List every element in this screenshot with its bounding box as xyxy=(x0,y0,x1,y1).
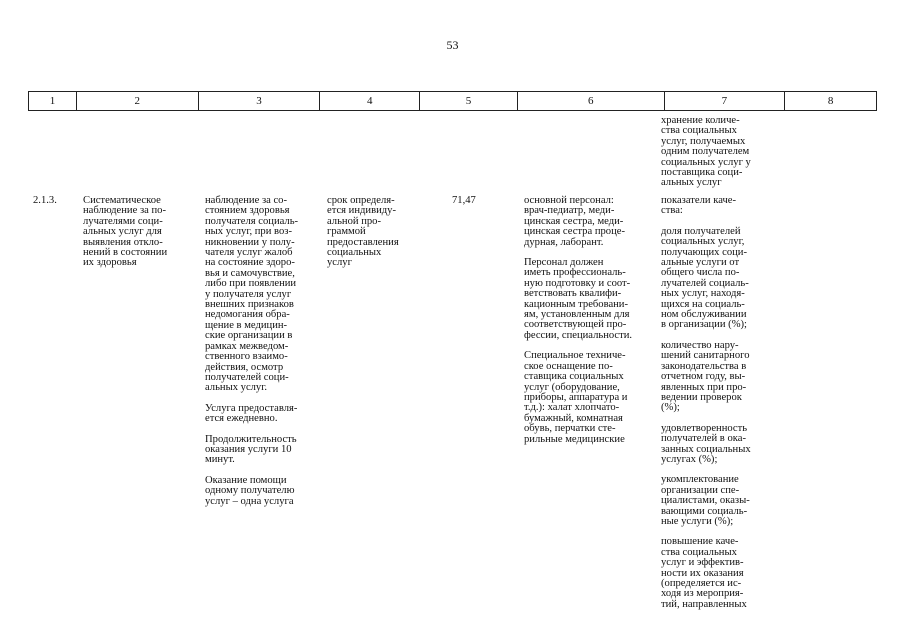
page-number: 53 xyxy=(446,38,459,52)
table-header-row xyxy=(28,91,877,111)
conditions-paragraph: Персонал должен иметь профессиональ- ную подготовку и соот- ветствовать квалифи- кационным требовани- ям, установленным для соответствующей про- фессии, специальности. xyxy=(524,257,633,341)
quality-indicators xyxy=(661,196,777,610)
indicator-paragraph: удовлетворенность получателей в ока- занных социальных услугах (%); xyxy=(661,422,751,465)
description-paragraph: Услуга предоставля- ется ежедневно. xyxy=(205,402,298,425)
service-description xyxy=(205,196,317,507)
header-col-4: 4 xyxy=(320,92,420,110)
header-col-3: 3 xyxy=(199,92,321,110)
indicator-paragraph: доля получателей социальных услуг, получающих соци- альные услуги от общего числа по- лучателей социаль- ных услуг, находя- щихся на социаль- ном обслуживании в организации (%); xyxy=(661,225,749,331)
service-term: срок определя- ется индивиду- альной про- граммой предоставления социальных услуг xyxy=(327,195,399,269)
description-paragraph: наблюдение за со- стоянием здоровья получателя социаль- ных услуг, при воз- никновении у полу- чателя услуг жалоб на состояние здоро- вья и самочувствие, либо при появлении у получателя услуг внешних признаков недомогания обра- щение в медицин- ские организации в рамках межведом- ственного взаимо- действия, осмотр получателей соци- альных услуг. xyxy=(205,195,299,394)
indicator-paragraph: количество нару- шений санитарного законодательства в отчетном году, вы- явленных при про- ведении проверок (%); xyxy=(661,339,750,414)
service-name: Систематическое наблюдение за по- лучателями соци- альных услуг для выявления откло- нений в состоянии их здоровья xyxy=(83,195,168,269)
service-conditions xyxy=(524,196,654,445)
row-number: 2.1.3. xyxy=(33,195,57,206)
description-paragraph: Продолжительность оказания услуги 10 минут. xyxy=(205,433,297,466)
indicator-paragraph: повышение каче- ства социальных услуг и эффектив- ности их оказания (определяется ис- ходя из мероприя- тий, направленных xyxy=(661,536,747,610)
service-tariff: 71,47 xyxy=(452,195,476,206)
header-col-8: 8 xyxy=(827,95,834,107)
continued-indicator-text: хранение количе- ства социальных услуг, получаемых одним получателем социальных услуг у поставщика соци- альных услуг xyxy=(661,115,751,189)
header-col-5: 5 xyxy=(420,92,518,110)
indicator-paragraph: показатели каче- ства: xyxy=(661,195,737,217)
indicator-paragraph: укомплектование организации спе- циалистами, оказы- вающими социаль- ные услуги (%); xyxy=(661,474,750,527)
description-paragraph: Оказание помощи одному получателю услуг – одна услуга xyxy=(205,474,295,507)
header-col-1: 1 xyxy=(29,92,77,110)
conditions-paragraph: основной персонал: врач-педиатр, меди- цинская сестра, меди- цинская сестра проце- дурная, лаборант. xyxy=(524,195,625,248)
header-col-7: 7 xyxy=(665,92,786,110)
conditions-paragraph: Специальное техниче- ское оснащение по- ставщика социальных услуг (оборудование, приборы, аппаратура и т.д.): халат хлопчато- бумажный, комнатная обувь, перчатки сте- рильные медицинские xyxy=(524,350,628,445)
header-col-6: 6 xyxy=(518,92,665,110)
header-col-2: 2 xyxy=(77,92,199,110)
